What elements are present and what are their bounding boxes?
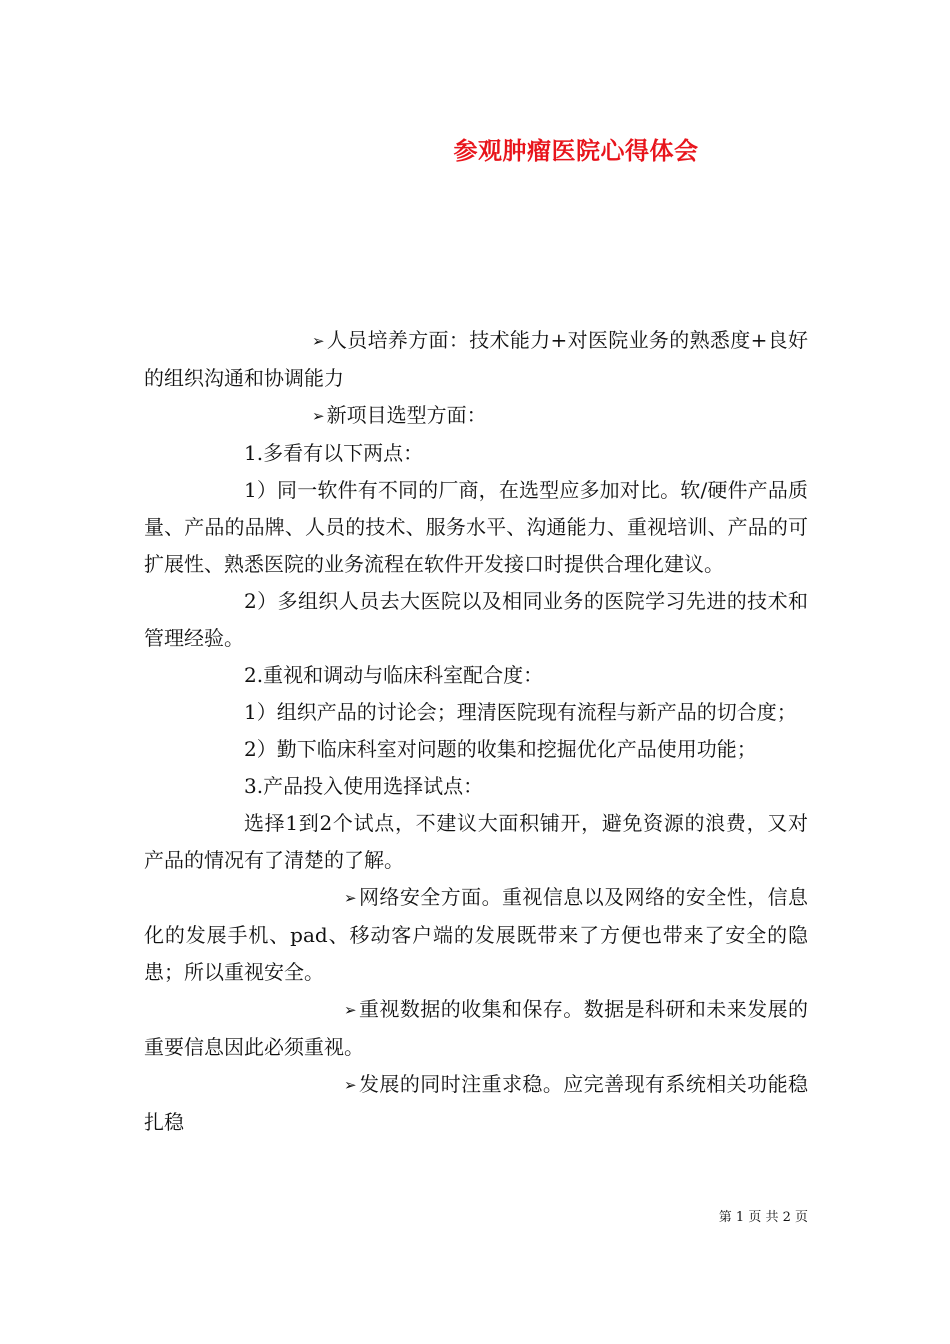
arrow-bullet-icon: ➢ [312, 407, 325, 425]
paragraph-item-1-2: 2）多组织人员去大医院以及相同业务的医院学习先进的技术和管理经验。 [144, 589, 808, 650]
paragraph-item-2: 2.重视和调动与临床科室配合度： [244, 663, 544, 687]
paragraph-new-project: ➢ 新项目选型方面： [144, 397, 808, 435]
page-number: 第 1 页 共 2 页 [718, 1210, 808, 1225]
paragraph-data-collection: ➢ 重视数据的收集和保存。数据是科研和未来发展的重要信息因此必须重视。 [144, 991, 808, 1066]
arrow-bullet-icon: ➢ [344, 1001, 357, 1019]
paragraph-staff-training: ➢ 人员培养方面：技术能力+对医院业务的熟悉度+良好的组织沟通和协调能力 [144, 322, 808, 397]
arrow-bullet-icon: ➢ [344, 1076, 357, 1094]
paragraph-item-3: 3.产品投入使用选择试点： [244, 774, 484, 798]
arrow-bullet-icon: ➢ [344, 889, 357, 907]
paragraph-item-2-2: 2）勤下临床科室对问题的收集和挖掘优化产品使用功能； [244, 737, 757, 761]
arrow-bullet-icon: ➢ [312, 332, 325, 350]
document-title: 参观肿瘤医院心得体会 [453, 136, 699, 165]
paragraph-item-3-text: 选择1到2个试点，不建议大面积铺开，避免资源的浪费，又对产品的情况有了清楚的了解。 [144, 811, 808, 872]
paragraph-item-1: 1.多看有以下两点： [244, 441, 424, 465]
paragraph-item-1-1: 1）同一软件有不同的厂商，在选型应多加对比。软/硬件产品质量、产品的品牌、人员的技术、服务水平、沟通能力、重视培训、产品的可扩展性、熟悉医院的业务流程在软件开发接口时提供合理化建议。 [144, 478, 808, 576]
paragraph-stability: ➢ 发展的同时注重求稳。应完善现有系统相关功能稳扎稳 [144, 1066, 808, 1141]
paragraph-item-2-1: 1）组织产品的讨论会；理清医院现有流程与新产品的切合度； [244, 700, 797, 724]
document-body [144, 322, 808, 1141]
paragraph-network-security: ➢ 网络安全方面。重视信息以及网络的安全性，信息化的发展手机、pad、移动客户端的发展既带来了方便也带来了安全的隐患；所以重视安全。 [144, 879, 808, 991]
